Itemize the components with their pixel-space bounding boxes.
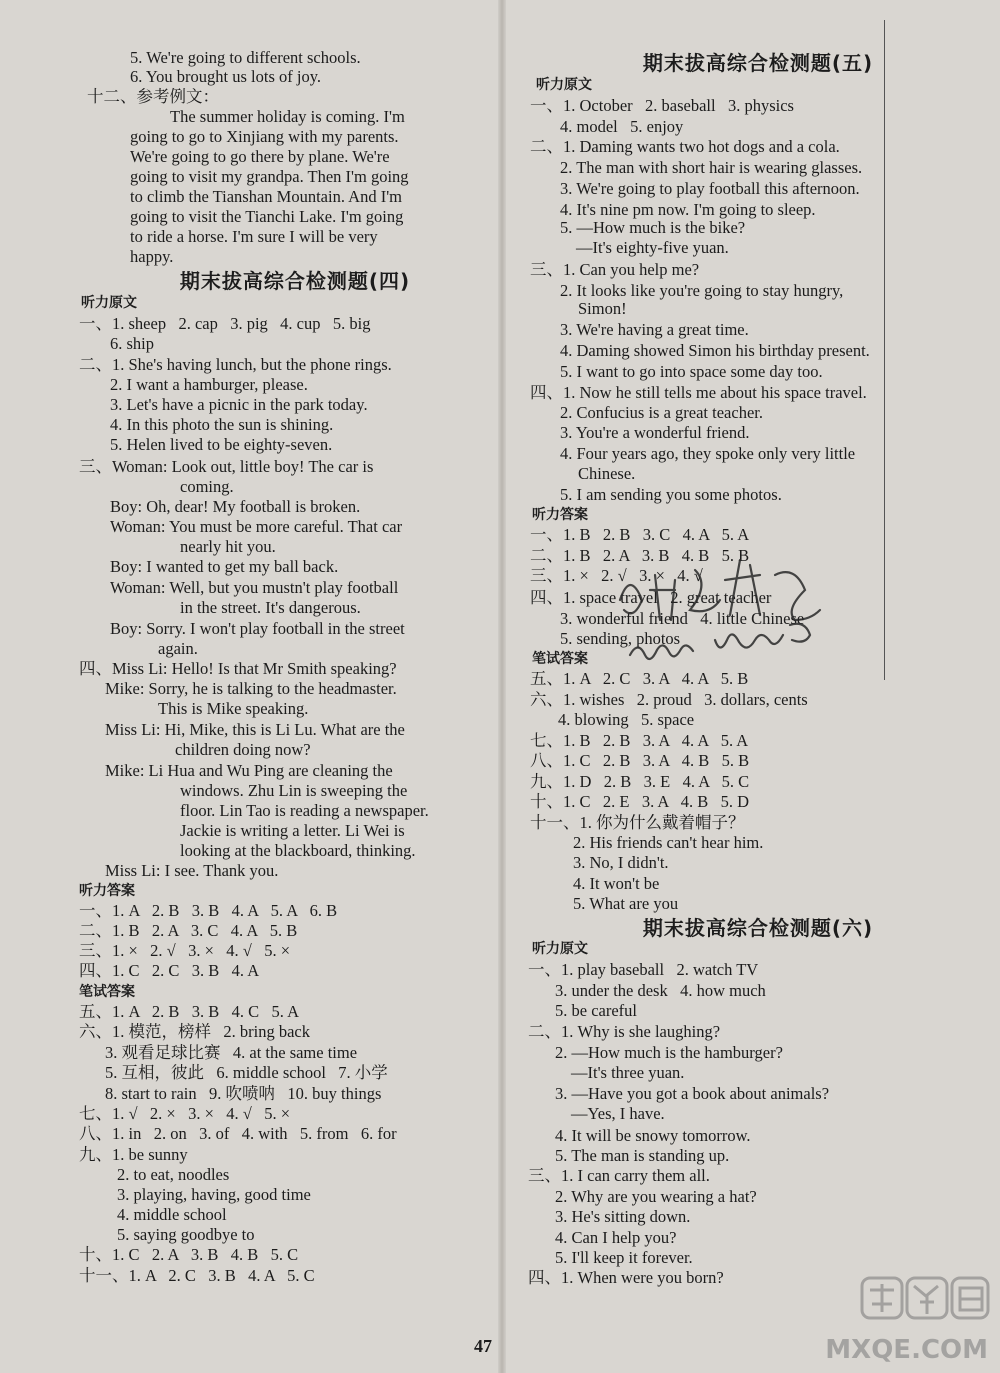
answer-line: 一、1. B 2. B 3. C 4. A 5. A	[530, 525, 750, 544]
text-line: windows. Zhu Lin is sweeping the	[180, 781, 408, 800]
text-line: happy.	[130, 247, 174, 266]
answer-line: 一、1. A 2. B 3. B 4. A 5. A 6. B	[79, 901, 338, 920]
text-line: Woman: You must be more careful. That car	[110, 517, 403, 536]
text-line: 3. under the desk 4. how much	[555, 981, 766, 1000]
text-line: to ride a horse. I'm sure I will be very	[130, 227, 378, 246]
answer-line: 5. What are you	[573, 894, 679, 913]
text-line: Boy: Sorry. I won't play football in the street	[110, 619, 405, 638]
text-line: again.	[158, 639, 198, 658]
test4-written-answers-label: 笔试答案	[79, 984, 135, 1000]
text-line: 2. I want a hamburger, please.	[110, 375, 308, 394]
text-line: This is Mike speaking.	[158, 699, 309, 718]
text-line: 二、1. Daming wants two hot dogs and a cola.	[530, 137, 840, 156]
text-line: 4. Can I help you?	[555, 1228, 677, 1247]
test4-listening-answers-label: 听力答案	[79, 883, 135, 899]
text-line: going to visit my grandpa. Then I'm going	[130, 167, 409, 186]
answer-line: 5. saying goodbye to	[117, 1225, 255, 1244]
answer-line: 5. sending, photos	[560, 629, 681, 648]
handwriting-stamp	[600, 545, 840, 680]
answer-line: 3. No, I didn't.	[573, 853, 669, 872]
text-line: 5. Helen lived to be eighty-seven.	[110, 435, 333, 454]
column-rule	[884, 20, 885, 680]
text-line: Mike: Li Hua and Wu Ping are cleaning the	[105, 761, 393, 780]
answer-line: 四、1. C 2. C 3. B 4. A	[79, 961, 260, 980]
answer-line: 四、1. space travel 2. great teacher	[530, 588, 772, 607]
page-number: 47	[474, 1336, 492, 1356]
text-line: 四、1. Now he still tells me about his space travel.	[530, 383, 867, 402]
section-heading: 十二、参考例文：	[87, 87, 219, 106]
text-line: going to visit the Tianchi Lake. I'm going	[130, 207, 404, 226]
text-line: 2. It looks like you're going to stay hungry,	[560, 281, 844, 300]
text-line: 二、1. She's having lunch, but the phone rings.	[79, 355, 392, 374]
answer-line: 4. It won't be	[573, 874, 660, 893]
answer-line: 十、1. C 2. E 3. A 4. B 5. D	[530, 792, 750, 811]
text-line: 4. Four years ago, they spoke only very little	[560, 444, 856, 463]
text-line: —It's three yuan.	[571, 1063, 685, 1082]
text-line: 6. ship	[110, 334, 155, 353]
text-line: 一、1. play baseball 2. watch TV	[528, 960, 759, 979]
test5-script-label: 听力原文	[536, 77, 592, 93]
text-line: 3. We're having a great time.	[560, 320, 749, 339]
text-line: Miss Li: Hi, Mike, this is Li Lu. What are the	[105, 720, 405, 739]
text-line: 5. We're going to different schools.	[130, 48, 361, 67]
text-line: 5. The man is standing up.	[555, 1146, 730, 1165]
answer-line: 六、1. wishes 2. proud 3. dollars, cents	[530, 690, 808, 709]
answer-line: 4. blowing 5. space	[558, 710, 695, 729]
answer-line: 二、1. B 2. A 3. B 4. B 5. B	[530, 546, 750, 565]
text-line: 3. —Have you got a book about animals?	[555, 1084, 830, 1103]
text-line: Woman: Well, but you mustn't play football	[110, 578, 399, 597]
answer-line: 八、1. in 2. on 3. of 4. with 5. from 6. for	[79, 1124, 397, 1143]
text-line: Boy: I wanted to get my ball back.	[110, 557, 339, 576]
test5-written-answers-label: 笔试答案	[532, 651, 588, 667]
text-line: 5. I'll keep it forever.	[555, 1248, 693, 1267]
text-line: 一、1. sheep 2. cap 3. pig 4. cup 5. big	[79, 314, 371, 333]
svg-text:MXQE.COM: MXQE.COM	[825, 1335, 988, 1365]
text-line: 5. I want to go into space some day too.	[560, 362, 823, 381]
answer-line: 七、1. √ 2. × 3. × 4. √ 5. ×	[79, 1104, 291, 1123]
text-line: coming.	[180, 477, 234, 496]
text-line: —It's eighty-five yuan.	[576, 238, 729, 257]
answer-line: 4. middle school	[117, 1205, 227, 1224]
text-line: 四、Miss Li: Hello! Is that Mr Smith speaking?	[79, 659, 397, 678]
text-line: 4. It's nine pm now. I'm going to sleep.	[560, 200, 816, 219]
text-line: 2. The man with short hair is wearing glasses.	[560, 158, 863, 177]
text-line: 三、1. I can carry them all.	[528, 1166, 710, 1185]
test5-title: 期末拔高综合检测题(五)	[642, 51, 874, 75]
text-line: nearly hit you.	[180, 537, 276, 556]
text-line: 4. It will be snowy tomorrow.	[555, 1126, 751, 1145]
text-line: 3. Let's have a picnic in the park today.	[110, 395, 368, 414]
text-line: Simon!	[578, 299, 627, 318]
test4-script-label: 听力原文	[81, 295, 137, 311]
text-line: 2. Confucius is a great teacher.	[560, 403, 763, 422]
answer-line: 2. His friends can't hear him.	[573, 833, 764, 852]
text-line: 二、1. Why is she laughing?	[528, 1022, 721, 1041]
text-line: We're going to go there by plane. We're	[130, 147, 390, 166]
text-line: Boy: Oh, dear! My football is broken.	[110, 497, 361, 516]
answer-line: 六、1. 模范，榜样 2. bring back	[79, 1022, 310, 1041]
text-line: 四、1. When were you born?	[528, 1268, 724, 1287]
text-line: 5. —How much is the bike?	[560, 218, 746, 237]
answer-line: 八、1. C 2. B 3. A 4. B 5. B	[530, 751, 750, 770]
text-line: 3. He's sitting down.	[555, 1207, 691, 1226]
text-line: 4. Daming showed Simon his birthday present.	[560, 341, 870, 360]
text-line: 三、1. Can you help me?	[530, 260, 700, 279]
text-line: children doing now?	[175, 740, 311, 759]
answer-line: 2. to eat, noodles	[117, 1165, 230, 1184]
text-line: 2. Why are you wearing a hat?	[555, 1187, 757, 1206]
text-line: 6. You brought us lots of joy.	[130, 67, 321, 86]
answer-line: 3. playing, having, good time	[117, 1185, 311, 1204]
text-line: —Yes, I have.	[571, 1104, 665, 1123]
answer-line: 3. wonderful friend 4. little Chinese	[560, 609, 805, 628]
text-line: Chinese.	[578, 464, 636, 483]
answer-line: 二、1. B 2. A 3. C 4. A 5. B	[79, 921, 298, 940]
answer-line: 8. start to rain 9. 吹喷呐 10. buy things	[105, 1084, 382, 1103]
text-line: Jackie is writing a letter. Li Wei is	[180, 821, 405, 840]
answer-line: 九、1. be sunny	[79, 1145, 188, 1164]
answer-line: 五、1. A 2. B 3. B 4. C 5. A	[79, 1002, 300, 1021]
text-line: looking at the blackboard, thinking.	[180, 841, 416, 860]
answer-line: 十一、1. A 2. C 3. B 4. A 5. C	[79, 1266, 315, 1285]
answer-line: 十一、1. 你为什么戴着帽子？	[530, 813, 745, 832]
text-line: 5. be careful	[555, 1001, 637, 1020]
answer-line: 5. 互相，彼此 6. middle school 7. 小学	[105, 1063, 388, 1082]
text-line: 2. —How much is the hamburger?	[555, 1043, 783, 1062]
answer-line: 3. 观看足球比赛 4. at the same time	[105, 1043, 358, 1062]
text-line: Miss Li: I see. Thank you.	[105, 861, 279, 880]
text-line: 4. In this photo the sun is shining.	[110, 415, 334, 434]
test4-title: 期末拔高综合检测题(四)	[179, 269, 411, 293]
text-line: 4. model 5. enjoy	[560, 117, 684, 136]
text-line: Mike: Sorry, he is talking to the headmaster.	[105, 679, 397, 698]
book-spine-shadow	[498, 0, 506, 1373]
answer-line: 五、1. A 2. C 3. A 4. A 5. B	[530, 669, 749, 688]
answer-line: 三、1. × 2. √ 3. × 4. √	[530, 566, 703, 585]
text-line: 3. You're a wonderful friend.	[560, 423, 750, 442]
test6-title: 期末拔高综合检测题(六)	[642, 916, 874, 940]
answer-line: 十、1. C 2. A 3. B 4. B 5. C	[79, 1245, 299, 1264]
text-line: in the street. It's dangerous.	[180, 598, 361, 617]
answer-line: 九、1. D 2. B 3. E 4. A 5. C	[530, 772, 750, 791]
text-line: to climb the Tianshan Mountain. And I'm	[130, 187, 403, 206]
answer-line: 三、1. × 2. √ 3. × 4. √ 5. ×	[79, 941, 291, 960]
text-line: floor. Lin Tao is reading a newspaper.	[180, 801, 429, 820]
text-line: 三、Woman: Look out, little boy! The car is	[79, 457, 374, 476]
text-line: The summer holiday is coming. I'm	[170, 107, 405, 126]
text-line: 3. We're going to play football this afternoon.	[560, 179, 860, 198]
test5-listening-answers-label: 听力答案	[532, 507, 588, 523]
test6-script-label: 听力原文	[532, 941, 588, 957]
answer-line: 七、1. B 2. B 3. A 4. A 5. A	[530, 731, 749, 750]
text-line: going to go to Xinjiang with my parents.	[130, 127, 399, 146]
text-line: 5. I am sending you some photos.	[560, 485, 782, 504]
text-line: 一、1. October 2. baseball 3. physics	[530, 96, 794, 115]
watermark-logo	[792, 1272, 992, 1368]
